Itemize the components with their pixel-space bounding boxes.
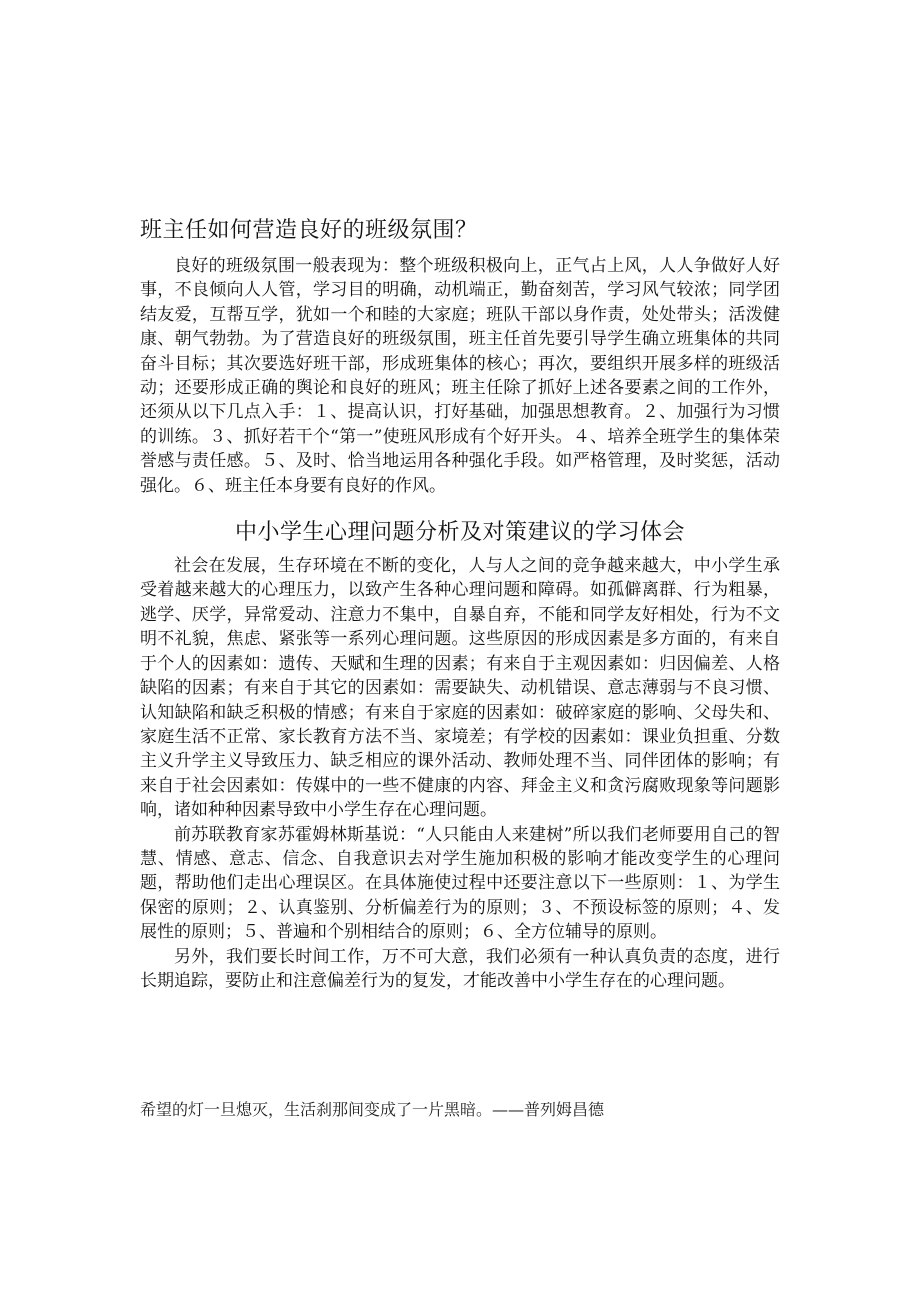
section2-paragraph-3: 另外，我们要长时间工作，万不可大意，我们必须有一种认真负责的态度，进行长期追踪，要防止和注意偏差行为的复发，才能改善中小学生存在的心理问题。 [140,946,780,991]
section2-title: 中小学生心理问题分析及对策建议的学习体会 [234,520,685,546]
section2-paragraph-1: 社会在发展，生存环境在不断的变化，人与人之间的竞争越来越大，中小学生承受着越来越大的心理压力，以致产生各种心理问题和障碍。如孤僻离群、行为粗暴，逃学、厌学，异常爱动、注意力不集中，自暴自弃，不能和同学友好相处，行为不文明不礼貌，焦虑、紧张等一系列心理问题。这些原因的形成因素是多方面的，有来自于个人的因素如：遗传、天赋和生理的因素；有来自于主观因素如：归因偏差、人格缺陷的因素；有来自于其它的因素如：需要缺失、动机错误、意志薄弱与不良习惯、认知缺陷和缺乏积极的情感；有来自于家庭的因素如：破碎家庭的影响、父母失和、家庭生活不正常、家长教育方法不当、家境差；有学校的因素如：课业负担重、分数主义升学主义导致压力、缺乏相应的课外活动、教师处理不当、同伴团体的影响；有来自于社会因素如：传媒中的一些不健康的内容、拜金主义和贪污腐败现象等问题影响，诸如种种因素导致中小学生存在心理问题。 [140,556,780,821]
footer-quote: 希望的灯一旦熄灭，生活刹那间变成了一片黑暗。——普列姆昌德 [140,1100,605,1119]
section1-paragraph: 良好的班级氛围一般表现为：整个班级积极向上，正气占上风，人人争做好人好事，不良倾向人人管，学习目的明确，动机端正，勤奋刻苦，学习风气较浓；同学团结友爱，互帮互学，犹如一个和睦的大家庭；班队干部以身作责，处处带头；活泼健康、朝气勃勃。为了营造良好的班级氛围，班主任首先要引导学生确立班集体的共同奋斗目标；其次要选好班干部，形成班集体的核心；再次，要组织开展多样的班级活动；还要形成正确的舆论和良好的班风；班主任除了抓好上述各要素之间的工作外，还须从以下几点入手：１、提高认识，打好基础，加强思想教育。２、加强行为习惯的训练。３、抓好若干个“第一”使班风形成有个好开头。４、培养全班学生的集体荣誉感与责任感。５、及时、恰当地运用各种强化手段。如严格管理，及时奖惩，活动强化。６、班主任本身要有良好的作风。 [140,256,780,496]
section2-paragraph-2: 前苏联教育家苏霍姆林斯基说：“人只能由人来建树”所以我们老师要用自己的智慧、情感、意志、信念、自我意识去对学生施加积极的影响才能改变学生的心理问题，帮助他们走出心理误区。在具体施使过程中还要注意以下一些原则：１、为学生保密的原则；２、认真鉴别、分析偏差行为的原则；３、不预设标签的原则；４、发展性的原则；５、普遍和个别相结合的原则；６、全方位辅导的原则。 [140,824,780,943]
document-body [140,212,780,993]
section1-title: 班主任如何营造良好的班级氛围？ [140,218,478,243]
